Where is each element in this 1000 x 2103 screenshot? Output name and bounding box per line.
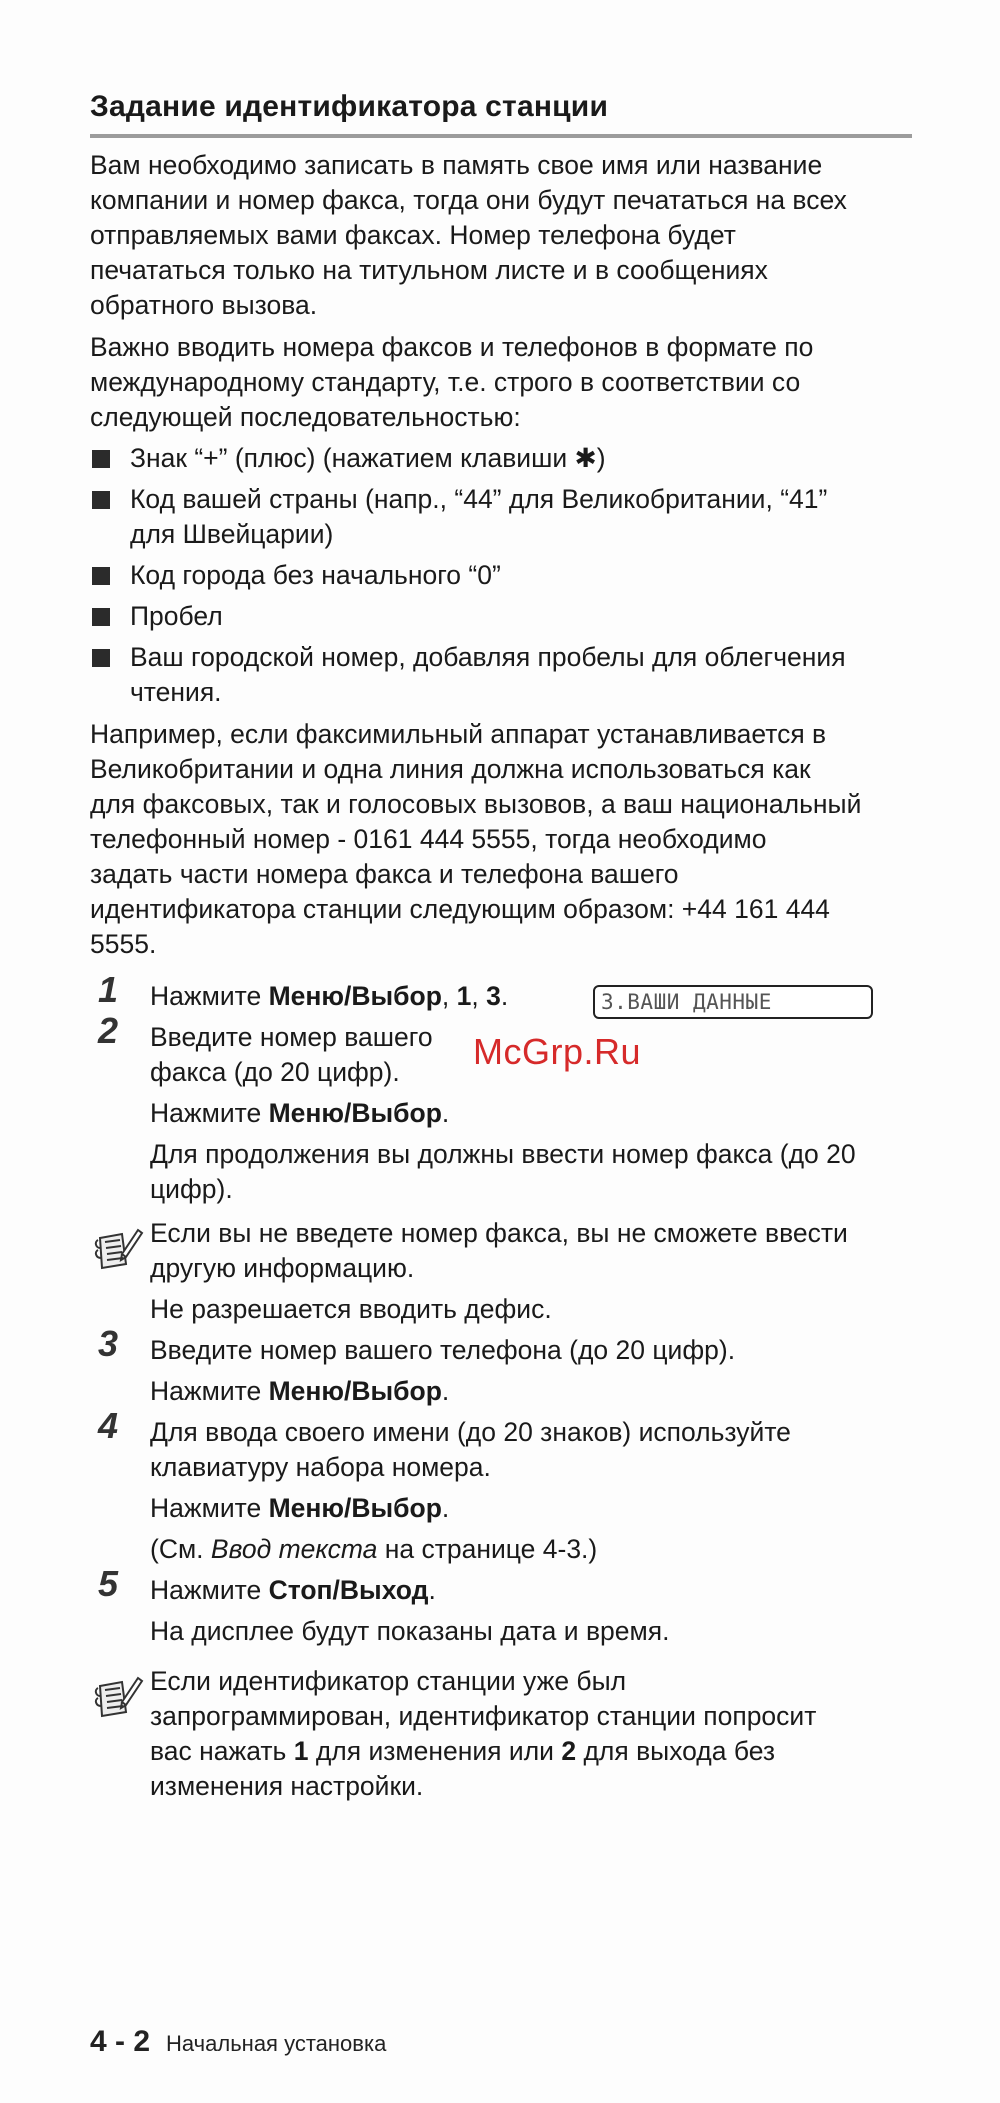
- example-line: телефонный номер - 0161 444 5555, тогда необходимо: [90, 824, 767, 854]
- format-line: следующей последовательностью:: [90, 402, 521, 432]
- bullet-square-icon: [92, 567, 110, 585]
- lcd-display: 3.ВАШИ ДАННЫЕ: [593, 985, 873, 1019]
- note-text: изменения настройки.: [150, 1771, 424, 1801]
- list-item: Знак “+” (плюс) (нажатием клавиши ✱): [90, 441, 912, 476]
- bullet-square-icon: [92, 450, 110, 468]
- step-text: Нажмите Меню/Выбор.: [150, 1493, 450, 1523]
- page-title: Задание идентификатора станции: [90, 90, 609, 123]
- step-text: Нажмите Меню/Выбор.: [150, 1098, 450, 1128]
- example-line: идентификатора станции следующим образом: +44 161 444: [90, 894, 830, 924]
- intro-line: печататься только на титульном листе и в сообщениях: [90, 255, 768, 285]
- note-text: запрограммирован, идентификатор станции попросит: [150, 1701, 817, 1731]
- step-text: клавиатуру набора номера.: [150, 1452, 491, 1482]
- star-key-icon: ✱: [574, 443, 597, 473]
- step-number: 4: [98, 1405, 119, 1446]
- bullet-square-icon: [92, 608, 110, 626]
- step-number: 2: [98, 1010, 119, 1051]
- note-text: другую информацию.: [150, 1253, 415, 1283]
- note-text: вас нажать 1 для изменения или 2 для выхода без: [150, 1736, 776, 1766]
- format-line: Важно вводить номера факсов и телефонов в формате по: [90, 332, 814, 362]
- step-text: цифр).: [150, 1174, 233, 1204]
- list-item: Ваш городской номер, добавляя пробелы для облегчения чтения.: [90, 640, 912, 710]
- intro-line: отправляемых вами факсах. Номер телефона будет: [90, 220, 736, 250]
- note-pencil-icon: [92, 1672, 144, 1722]
- list-item: Код города без начального “0”: [90, 558, 912, 593]
- step-number: 5: [98, 1563, 119, 1604]
- step-text: Для ввода своего имени (до 20 знаков) используйте: [150, 1417, 791, 1447]
- step-text: Нажмите Меню/Выбор, 1, 3.: [150, 981, 509, 1011]
- step-text: Введите номер вашего: [150, 1022, 433, 1052]
- step-text: На дисплее будут показаны дата и время.: [150, 1616, 670, 1646]
- example-line: для факсовых, так и голосовых вызовов, а ваш национальный: [90, 789, 862, 819]
- intro-line: компании и номер факса, тогда они будут печататься на всех: [90, 185, 847, 215]
- example-line: задать части номера факса и телефона вашего: [90, 859, 679, 889]
- page-number: 4 - 2: [90, 2025, 151, 2058]
- step-text: факса (до 20 цифр).: [150, 1057, 400, 1087]
- watermark: McGrp.Ru: [473, 1031, 642, 1072]
- step-text: Введите номер вашего телефона (до 20 цифр).: [150, 1335, 736, 1365]
- list-item: Пробел: [90, 599, 912, 634]
- note-text: Если вы не введете номер факса, вы не сможете ввести: [150, 1218, 848, 1248]
- note-text: Если идентификатор станции уже был: [150, 1666, 627, 1696]
- section-name: Начальная установка: [166, 2031, 387, 2056]
- example-line: Великобритании и одна линия должна использоваться как: [90, 754, 811, 784]
- bullet-square-icon: [92, 491, 110, 509]
- example-line: Например, если факсимильный аппарат устанавливается в: [90, 719, 827, 749]
- intro-line: Вам необходимо записать в память свое имя или название: [90, 150, 823, 180]
- format-line: международному стандарту, т.е. строго в соответствии со: [90, 367, 801, 397]
- intro-line: обратного вызова.: [90, 290, 318, 320]
- heading-underline: [90, 134, 912, 138]
- step-number: 3: [98, 1323, 119, 1364]
- step-number: 1: [98, 969, 119, 1010]
- example-line: 5555.: [90, 929, 157, 959]
- step-text: Нажмите Меню/Выбор.: [150, 1376, 450, 1406]
- step-text: Для продолжения вы должны ввести номер факса (до 20: [150, 1139, 856, 1169]
- note-pencil-icon: [92, 1224, 144, 1274]
- note-text: Не разрешается вводить дефис.: [150, 1294, 552, 1324]
- list-item: Код вашей страны (напр., “44” для Великобритании, “41” для Швейцарии): [90, 482, 912, 552]
- step-text: Нажмите Стоп/Выход.: [150, 1575, 436, 1605]
- bullet-square-icon: [92, 649, 110, 667]
- page-footer: [90, 2024, 386, 2062]
- step-text: (См. Ввод текста на странице 4-3.): [150, 1534, 598, 1564]
